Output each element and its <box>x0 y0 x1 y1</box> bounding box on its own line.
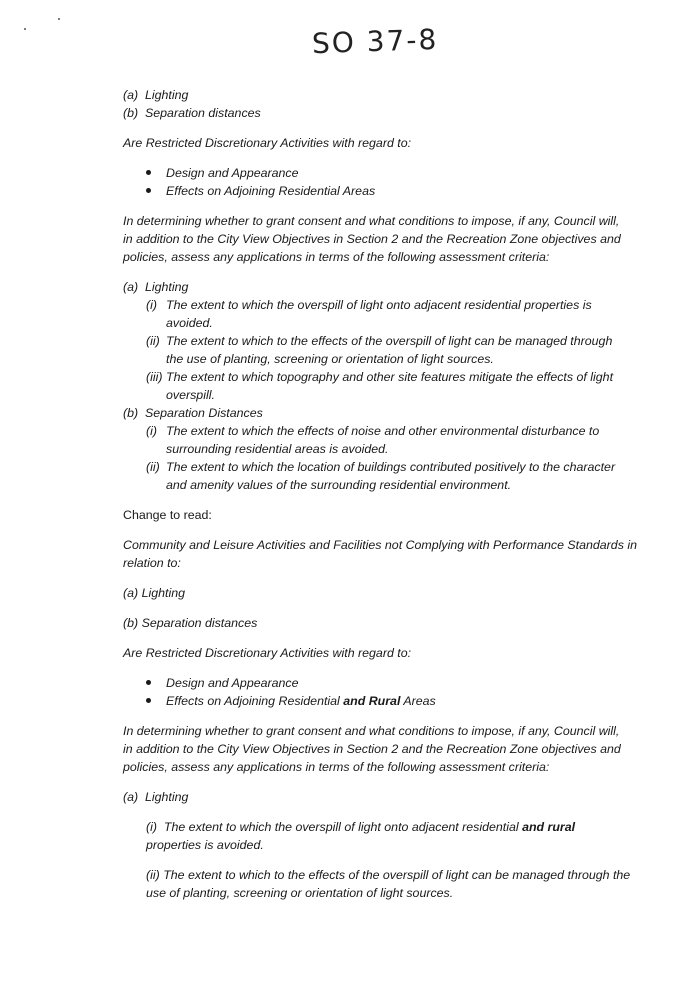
criteria-item-lighting: (a) Lighting <box>123 88 189 102</box>
determining-line: in addition to the City View Objectives in Section 2 and the Recreation Zone objectives and <box>123 232 621 246</box>
amended-item-ii-continued: use of planting, screening or orientation of light sources. <box>146 886 454 900</box>
lighting-item-text: avoided. <box>166 316 213 330</box>
lighting-item-text: The extent to which topography and other site features mitigate the effects of light <box>166 370 614 384</box>
amended-title-line: relation to: <box>123 556 181 570</box>
lighting-item-text: the use of planting, screening or orientation of light sources. <box>166 352 494 366</box>
restricted-intro: Are Restricted Discretionary Activities with regard to: <box>123 136 412 150</box>
scan-speck <box>58 18 60 20</box>
separation-item-marker: (ii) <box>146 460 160 474</box>
lighting-heading: (a) Lighting <box>123 280 189 294</box>
determining-line: In determining whether to grant consent and what conditions to impose, if any, Council will, <box>123 214 620 228</box>
separation-item-text: The extent to which the effects of noise and other environmental disturbance to <box>166 424 600 438</box>
amended-bullet-design: Design and Appearance <box>166 676 299 690</box>
bullet-icon <box>146 698 151 703</box>
amended-determining-line: in addition to the City View Objectives in Section 2 and the Recreation Zone objectives and <box>123 742 621 756</box>
scan-speck <box>24 28 26 30</box>
lighting-item-text: The extent to which the overspill of light onto adjacent residential properties is <box>166 298 592 312</box>
separation-item-marker: (i) <box>146 424 158 438</box>
criteria-item-separation: (b) Separation distances <box>123 106 261 120</box>
bullet-icon <box>146 188 151 193</box>
amended-item-ii: (ii) The extent to which to the effects of the overspill of light can be managed through the <box>146 868 631 882</box>
inserted-text: and rural <box>522 820 576 834</box>
handwritten-reference: SO 37-8 <box>311 22 439 61</box>
amended-restricted-intro: Are Restricted Discretionary Activities with regard to: <box>123 646 412 660</box>
bullet-icon <box>146 680 151 685</box>
amended-title-line: Community and Leisure Activities and Facilities not Complying with Performance Standards in <box>123 538 637 552</box>
determining-line: policies, assess any applications in terms of the following assessment criteria: <box>123 250 550 264</box>
separation-item-text: and amenity values of the surrounding residential environment. <box>166 478 512 492</box>
bullet-effects: Effects on Adjoining Residential Areas <box>166 184 376 198</box>
separation-item-text: The extent to which the location of buildings contributed positively to the character <box>166 460 616 474</box>
amended-lighting-heading: (a) Lighting <box>123 790 189 804</box>
amended-lighting: (a) Lighting <box>123 586 185 600</box>
bullet-design: Design and Appearance <box>166 166 299 180</box>
amended-determining-line: In determining whether to grant consent and what conditions to impose, if any, Council will, <box>123 724 620 738</box>
amended-bullet-effects: Effects on Adjoining Residential and Rural Areas <box>166 694 436 708</box>
lighting-item-text: The extent to which to the effects of the overspill of light can be managed through <box>166 334 613 348</box>
lighting-item-marker: (i) <box>146 298 158 312</box>
amended-item-i-continued: properties is avoided. <box>146 838 264 852</box>
separation-item-text: surrounding residential areas is avoided. <box>166 442 389 456</box>
lighting-item-text: overspill. <box>166 388 215 402</box>
bullet-icon <box>146 170 151 175</box>
amended-determining-line: policies, assess any applications in terms of the following assessment criteria: <box>123 760 550 774</box>
separation-heading: (b) Separation Distances <box>123 406 263 420</box>
change-to-read: Change to read: <box>123 508 212 522</box>
amended-item-i: (i) The extent to which the overspill of light onto adjacent residential and rural <box>146 820 576 834</box>
lighting-item-marker: (iii) <box>146 370 163 384</box>
lighting-item-marker: (ii) <box>146 334 160 348</box>
inserted-text: and Rural <box>343 694 401 708</box>
amended-separation: (b) Separation distances <box>123 616 258 630</box>
